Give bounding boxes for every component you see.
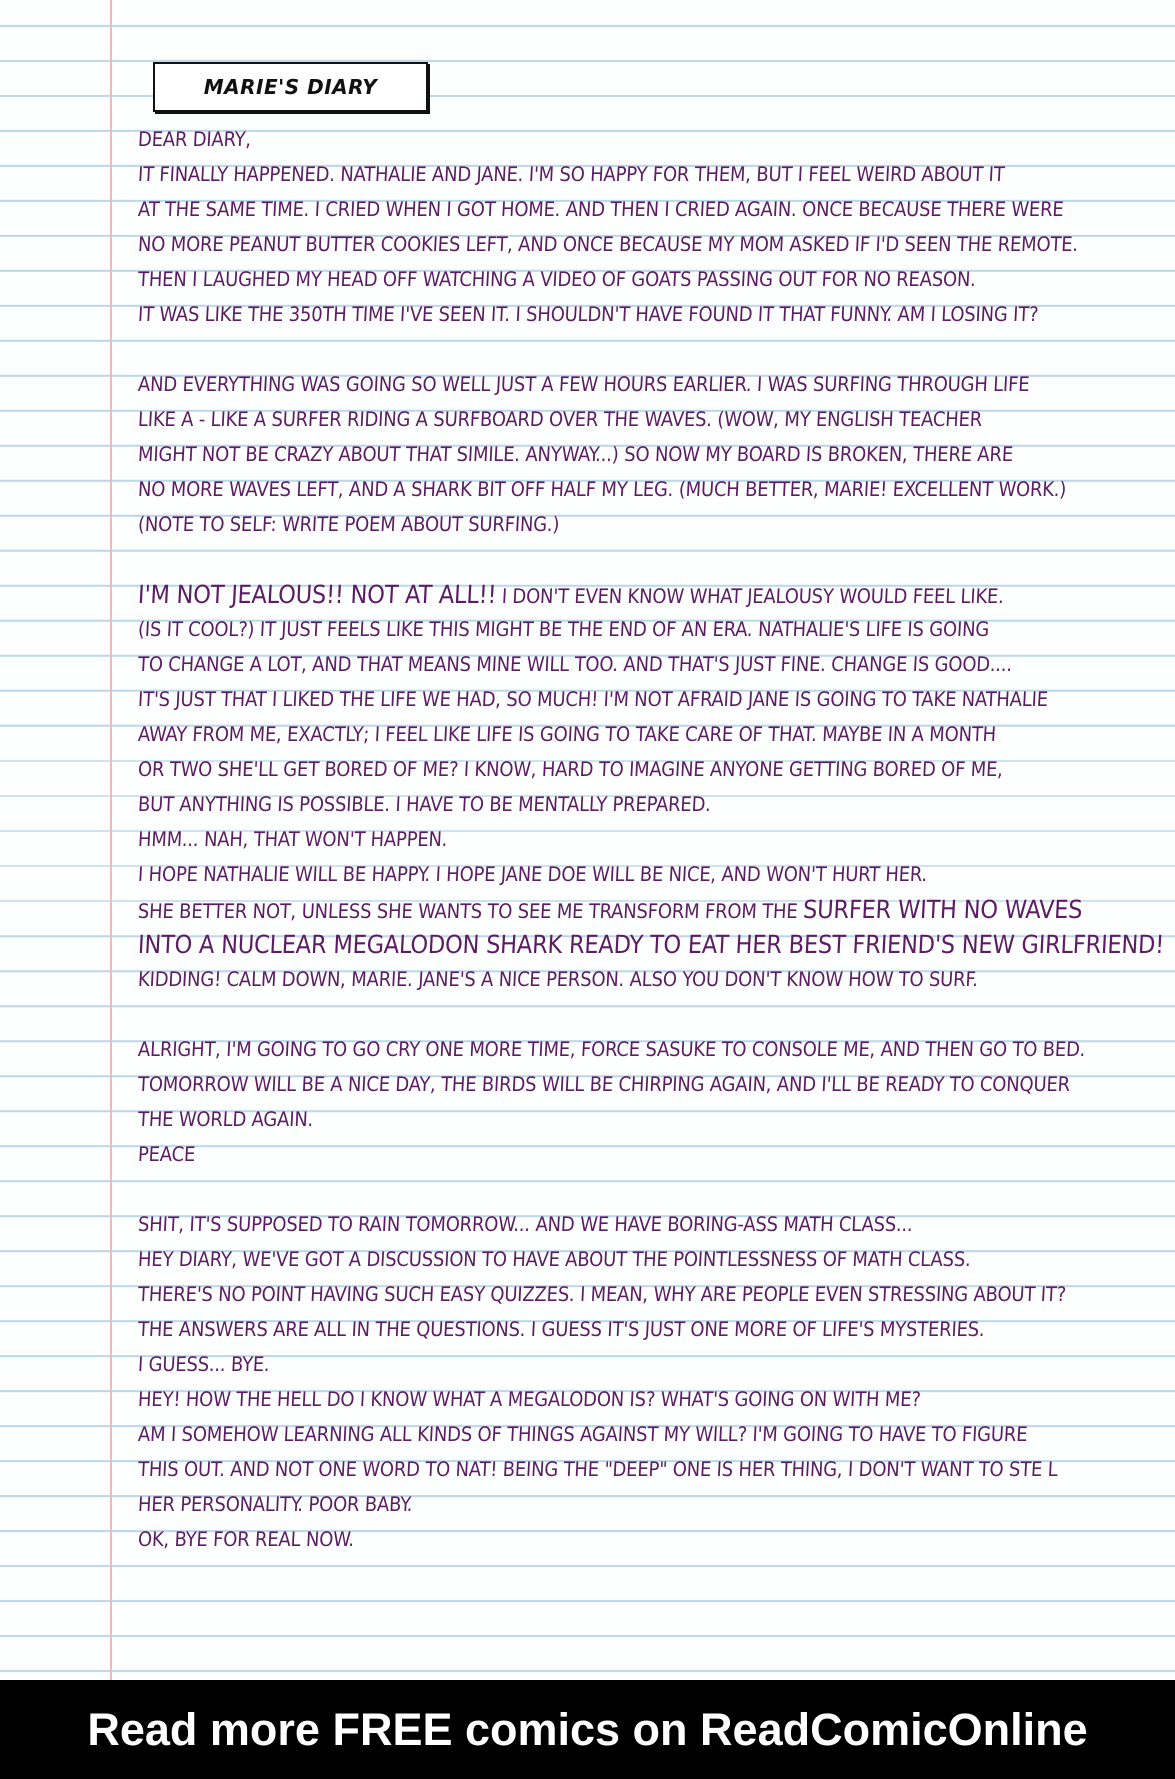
diary-line: HEY! HOW THE HELL DO I KNOW WHAT A MEGALODON IS? WHAT'S GOING ON WITH ME?	[137, 1387, 922, 1411]
diary-entry	[137, 122, 1165, 1557]
diary-line: I HOPE NATHALIE WILL BE HAPPY. I HOPE JANE DOE WILL BE NICE, AND WON'T HURT HER.	[137, 862, 928, 886]
diary-line: OK, BYE FOR REAL NOW.	[137, 1527, 355, 1551]
paragraph-gap	[138, 1172, 1088, 1207]
diary-line-start: SHE BETTER NOT, UNLESS SHE WANTS TO SEE ME TRANSFORM FROM THE	[137, 899, 804, 923]
diary-line: BUT ANYTHING IS POSSIBLE. I HAVE TO BE MENTALLY PREPARED.	[137, 792, 712, 816]
diary-line: SHIT, IT'S SUPPOSED TO RAIN TOMORROW... AND WE HAVE BORING-ASS MATH CLASS...	[137, 1212, 914, 1236]
promo-footer	[0, 1680, 1175, 1779]
diary-line: THEN I LAUGHED MY HEAD OFF WATCHING A VIDEO OF GOATS PASSING OUT FOR NO REASON.	[137, 267, 977, 291]
diary-title-box	[153, 62, 428, 112]
diary-line	[137, 892, 1089, 927]
diary-line: HEY DIARY, WE'VE GOT A DISCUSSION TO HAVE ABOUT THE POINTLESSNESS OF MATH CLASS.	[137, 1247, 972, 1271]
diary-line: LIKE A - LIKE A SURFER RIDING A SURFBOARD OVER THE WAVES. (WOW, MY ENGLISH TEACHER	[137, 407, 983, 431]
diary-line: NO MORE PEANUT BUTTER COOKIES LEFT, AND ONCE BECAUSE MY MOM ASKED IF I'D SEEN THE REMOTE.	[137, 232, 1079, 256]
diary-line: AT THE SAME TIME. I CRIED WHEN I GOT HOME. AND THEN I CRIED AGAIN. ONCE BECAUSE THERE WERE	[137, 197, 1065, 221]
diary-line: IT'S JUST THAT I LIKED THE LIFE WE HAD, SO MUCH! I'M NOT AFRAID JANE IS GOING TO TAKE NATHALIE	[137, 687, 1049, 711]
paragraph-gap	[138, 997, 1088, 1032]
diary-line: OR TWO SHE'LL GET BORED OF ME? I KNOW, HARD TO IMAGINE ANYONE GETTING BORED OF ME,	[137, 757, 1004, 781]
diary-line: TO CHANGE A LOT, AND THAT MEANS MINE WILL TOO. AND THAT'S JUST FINE. CHANGE IS GOOD....	[137, 652, 1013, 676]
diary-line: NO MORE WAVES LEFT, AND A SHARK BIT OFF HALF MY LEG. (MUCH BETTER, MARIE! EXCELLENT WORK.)	[137, 477, 1067, 501]
diary-line: (NOTE TO SELF: WRITE POEM ABOUT SURFING.)	[137, 512, 560, 536]
diary-line: IT FINALLY HAPPENED. NATHALIE AND JANE. I'M SO HAPPY FOR THEM, BUT I FEEL WEIRD ABOUT IT	[137, 162, 1006, 186]
diary-line: THERE'S NO POINT HAVING SUCH EASY QUIZZES. I MEAN, WHY ARE PEOPLE EVEN STRESSING ABOUT IT?	[137, 1282, 1067, 1306]
diary-line: MIGHT NOT BE CRAZY ABOUT THAT SIMILE. ANYWAY...) SO NOW MY BOARD IS BROKEN, THERE ARE	[137, 442, 1014, 466]
jealous-emphasis: I'M NOT JEALOUS!! NOT AT ALL!!	[137, 580, 498, 609]
diary-line: IT WAS LIKE THE 350TH TIME I'VE SEEN IT. I SHOULDN'T HAVE FOUND IT THAT FUNNY. AM I LOSING IT?	[137, 302, 1039, 326]
diary-line: TOMORROW WILL BE A NICE DAY, THE BIRDS WILL BE CHIRPING AGAIN, AND I'LL BE READY TO CONQUER	[137, 1072, 1071, 1096]
signoff: PEACE	[137, 1142, 196, 1166]
diary-line: HMM... NAH, THAT WON'T HAPPEN.	[137, 827, 448, 851]
greeting: DEAR DIARY,	[137, 127, 252, 151]
diary-line: THE ANSWERS ARE ALL IN THE QUESTIONS. I GUESS IT'S JUST ONE MORE OF LIFE'S MYSTERIES.	[137, 1317, 986, 1341]
diary-line: (IS IT COOL?) IT JUST FEELS LIKE THIS MIGHT BE THE END OF AN ERA. NATHALIE'S LIFE IS GOING	[137, 617, 990, 641]
diary-line: I GUESS... BYE.	[137, 1352, 271, 1376]
surfer-emphasis: SURFER WITH NO WAVES	[802, 895, 1084, 924]
paragraph-gap	[138, 542, 1088, 577]
diary-title: MARIE'S DIARY	[203, 75, 378, 99]
diary-line-rest: I DON'T EVEN KNOW WHAT JEALOUSY WOULD FEEL LIKE.	[495, 584, 1005, 608]
diary-line: KIDDING! CALM DOWN, MARIE. JANE'S A NICE PERSON. ALSO YOU DON'T KNOW HOW TO SURF.	[137, 967, 979, 991]
diary-line: HER PERSONALITY. POOR BABY.	[137, 1492, 414, 1516]
diary-line: ALRIGHT, I'M GOING TO GO CRY ONE MORE TIME, FORCE SASUKE TO CONSOLE ME, AND THEN GO TO BED.	[137, 1037, 1086, 1061]
diary-line: THE WORLD AGAIN.	[137, 1107, 314, 1131]
megalodon-emphasis: INTO A NUCLEAR MEGALODON SHARK READY TO EAT HER BEST FRIEND'S NEW GIRLFRIEND!	[137, 930, 1165, 959]
paragraph-gap	[138, 332, 1088, 367]
promo-text: Read more FREE comics on ReadComicOnline	[87, 1703, 1088, 1755]
diary-line: THIS OUT. AND NOT ONE WORD TO NAT! BEING THE "DEEP" ONE IS HER THING, I DON'T WANT TO STE L	[137, 1457, 1059, 1481]
diary-line: AWAY FROM ME, EXACTLY; I FEEL LIKE LIFE IS GOING TO TAKE CARE OF THAT. MAYBE IN A MONTH	[137, 722, 997, 746]
diary-line: AM I SOMEHOW LEARNING ALL KINDS OF THINGS AGAINST MY WILL? I'M GOING TO HAVE TO FIGURE	[137, 1422, 1028, 1446]
diary-line: AND EVERYTHING WAS GOING SO WELL JUST A FEW HOURS EARLIER. I WAS SURFING THROUGH LIFE	[137, 372, 1031, 396]
diary-line	[137, 577, 1089, 612]
margin-line	[110, 0, 112, 1680]
